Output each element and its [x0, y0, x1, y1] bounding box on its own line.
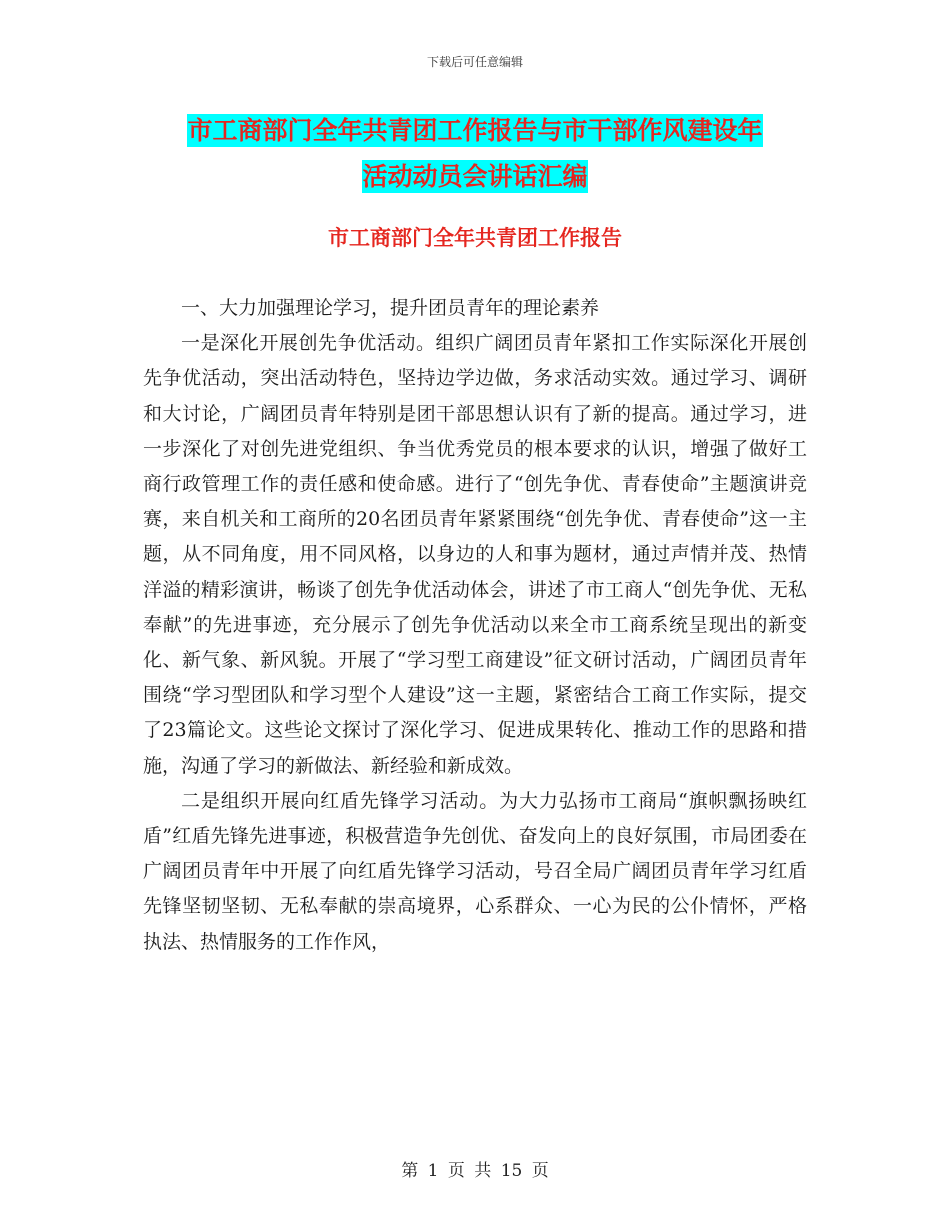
paragraph: 二是组织开展向红盾先锋学习活动。为大力弘扬市工商局“旗帜飘扬映红盾”红盾先锋先进事迹，积极营造争先创优、奋发向上的良好氛围，市局团委在广阔团员青年中开展了向红盾先锋学习活动，号召全局广阔团员青年学习红盾先锋坚韧坚韧、无私奉献的崇高境界，心系群众、一心为民的公仆情怀，严格执法、热情服务的工作作风，	[143, 789, 807, 953]
document-title-line-1: 市工商部门全年共青团工作报告与市干部作风建设年	[187, 116, 763, 145]
document-title-line-2: 活动动员会讲话汇编	[362, 162, 588, 191]
document-title	[143, 108, 807, 200]
paragraph-heading: 一、大力加强理论学习，提升团员青年的理论素养	[181, 297, 600, 319]
body-text	[143, 291, 807, 960]
header-note: 下载后可任意编辑	[426, 55, 523, 69]
paragraph: 一是深化开展创先争优活动。组织广阔团员青年紧扣工作实际深化开展创先争优活动，突出活动特色，坚持边学边做，务求活动实效。通过学习、调研和大讨论，广阔团员青年特别是团干部思想认识有了新的提高。通过学习，进一步深化了对创先进党组织、争当优秀党员的根本要求的认识，增强了做好工商行政管理工作的责任感和使命感。进行了“创先争优、青春使命”主题演讲竞赛，来自机关和工商所的20名团员青年紧紧围绕“创先争优、青春使命”这一主题，从不同角度，用不同风格，以身边的人和事为题材，通过声情并茂、热情洋溢的精彩演讲，畅谈了创先争优活动体会，讲述了市工商人“创先争优、无私奉献”的先进事迹，充分展示了创先争优活动以来全市工商系统呈现出的新变化、新气象、新风貌。开展了“学习型工商建设”征文研讨活动，广阔团员青年围绕“学习型团队和学习型个人建设”这一主题，紧密结合工商工作实际，提交了23篇论文。这些论文探讨了深化学习、促进成果转化、推动工作的思路和措施，沟通了学习的新做法、新经验和新成效。	[143, 332, 807, 777]
section-title: 市工商部门全年共青团工作报告	[328, 226, 622, 250]
page-footer: 第 1 页 共 15 页	[401, 1161, 549, 1181]
